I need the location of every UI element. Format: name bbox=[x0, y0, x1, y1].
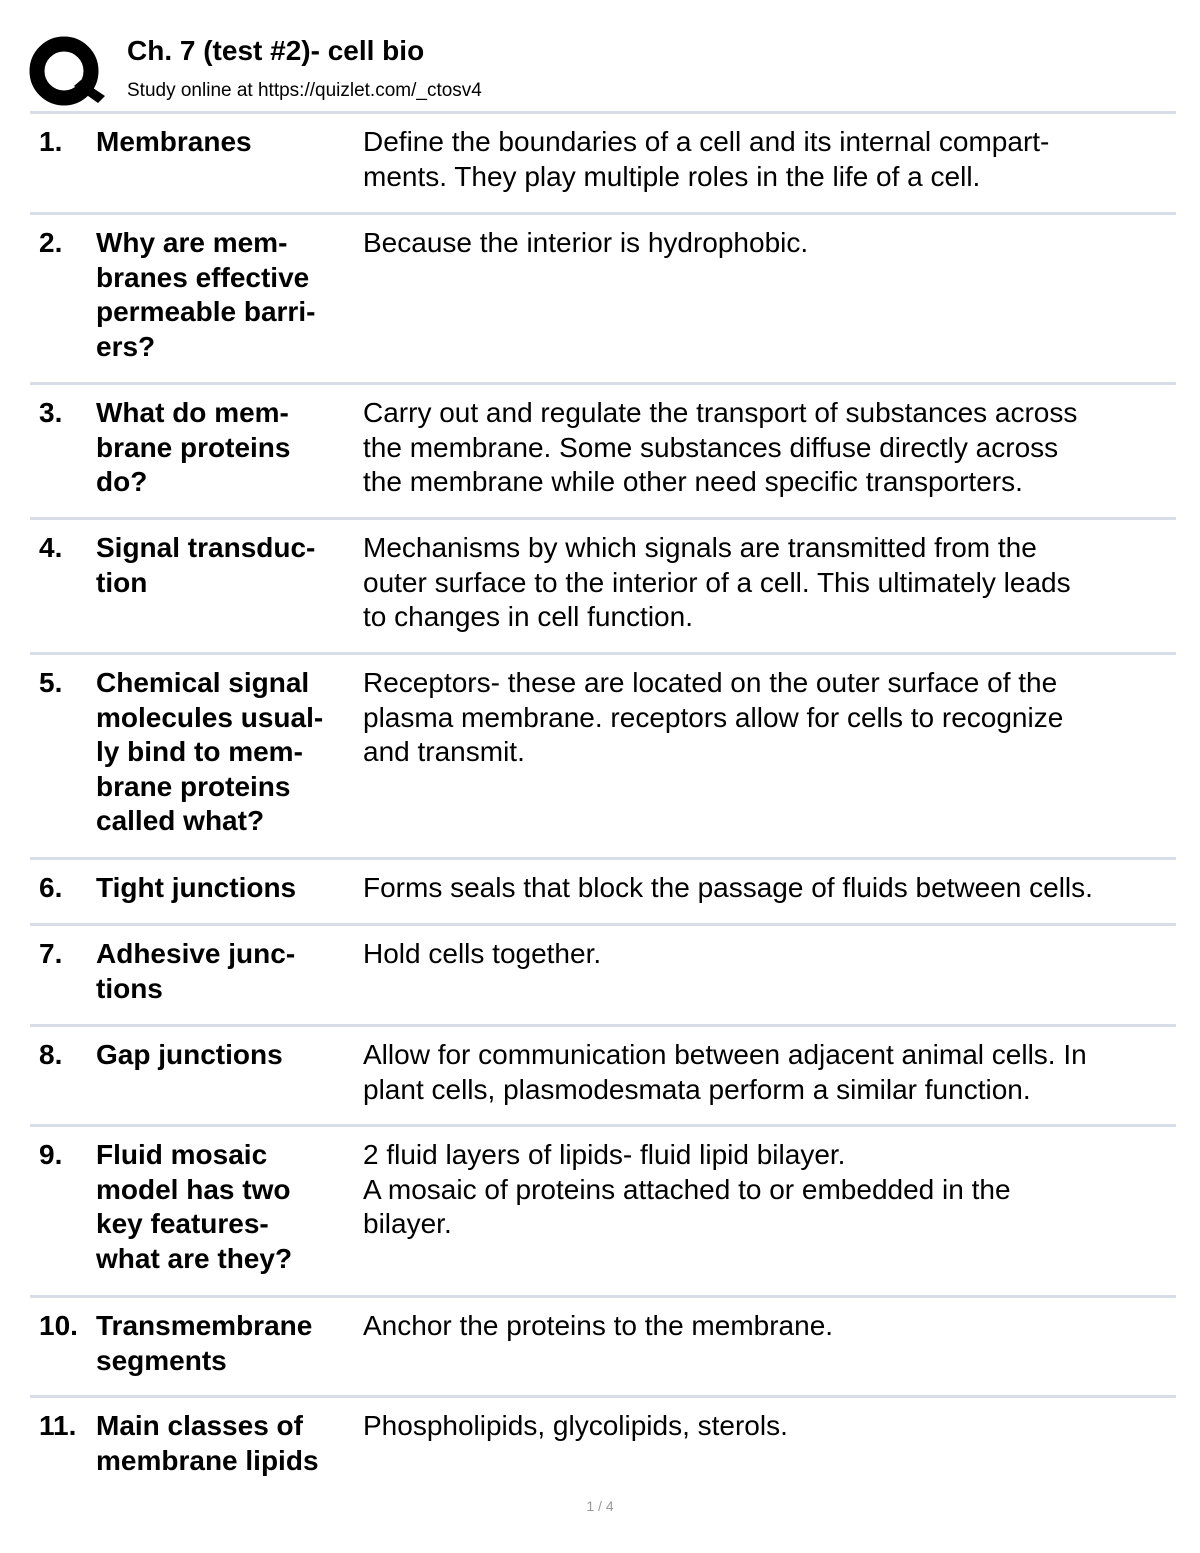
flashcard-row bbox=[30, 1127, 1176, 1298]
page-title: Ch. 7 (test #2)- cell bio bbox=[127, 35, 425, 66]
card-term: What do mem- brane proteins do? bbox=[96, 397, 291, 497]
card-definition: Allow for communication between adjacent animal cells. In plant cells, plasmodesmata perform a similar function. bbox=[363, 1039, 1087, 1105]
card-definition: Anchor the proteins to the membrane. bbox=[363, 1310, 834, 1341]
card-definition: Hold cells together. bbox=[363, 938, 602, 969]
card-number: 11. bbox=[39, 1410, 77, 1441]
card-term: Fluid mosaic model has two key features- what are they? bbox=[96, 1139, 293, 1274]
flashcard-row bbox=[30, 655, 1176, 860]
card-number: 7. bbox=[39, 938, 63, 969]
flashcard-row bbox=[30, 1298, 1176, 1398]
card-term: Tight junctions bbox=[96, 872, 297, 903]
flashcard-row bbox=[30, 520, 1176, 655]
card-term: Why are mem- branes effective permeable barri- ers? bbox=[96, 227, 316, 362]
quizlet-logo-icon bbox=[28, 36, 108, 106]
card-number: 9. bbox=[39, 1139, 63, 1170]
flashcard-row bbox=[30, 860, 1176, 926]
card-definition: Receptors- these are located on the outer surface of the plasma membrane. receptors allow for cells to recognize and transmit. bbox=[363, 667, 1064, 767]
card-definition: Phospholipids, glycolipids, sterols. bbox=[363, 1410, 788, 1441]
card-number: 5. bbox=[39, 667, 63, 698]
card-number: 1. bbox=[39, 126, 63, 157]
card-term: Main classes of membrane lipids bbox=[96, 1410, 319, 1476]
flashcard-row bbox=[30, 114, 1176, 215]
flashcard-row bbox=[30, 1398, 1176, 1498]
card-number: 4. bbox=[39, 532, 63, 563]
flashcard-row bbox=[30, 926, 1176, 1027]
study-link[interactable]: Study online at https://quizlet.com/_ctosv4 bbox=[127, 80, 482, 101]
card-term: Gap junctions bbox=[96, 1039, 283, 1070]
card-number: 10. bbox=[39, 1310, 78, 1341]
card-definition: 2 fluid layers of lipids- fluid lipid bilayer. A mosaic of proteins attached to or embedded in the bilayer. bbox=[363, 1139, 1011, 1239]
card-definition: Mechanisms by which signals are transmitted from the outer surface to the interior of a cell. This ultimately leads to changes in cell function. bbox=[363, 532, 1071, 632]
card-definition: Define the boundaries of a cell and its internal compart- ments. They play multiple roles in the life of a cell. bbox=[363, 126, 1050, 192]
card-number: 3. bbox=[39, 397, 63, 428]
card-term: Chemical signal molecules usual- ly bind to mem- brane proteins called what? bbox=[96, 667, 324, 836]
card-number: 6. bbox=[39, 872, 63, 903]
card-definition: Because the interior is hydrophobic. bbox=[363, 227, 809, 258]
flashcard-row bbox=[30, 1027, 1176, 1127]
flashcard-row bbox=[30, 385, 1176, 520]
flashcard-row bbox=[30, 215, 1176, 385]
page-number: 1 / 4 bbox=[586, 1498, 614, 1514]
card-term: Membranes bbox=[96, 126, 252, 157]
flashcard-list bbox=[30, 114, 1176, 1498]
card-number: 2. bbox=[39, 227, 63, 258]
card-definition: Forms seals that block the passage of fluids between cells. bbox=[363, 872, 1093, 903]
card-term: Signal transduc- tion bbox=[96, 532, 316, 598]
card-term: Adhesive junc- tions bbox=[96, 938, 296, 1004]
card-number: 8. bbox=[39, 1039, 63, 1070]
card-term: Transmembrane segments bbox=[96, 1310, 313, 1376]
card-definition: Carry out and regulate the transport of substances across the membrane. Some substances diffuse directly across the membrane while other need specific transporters. bbox=[363, 397, 1078, 497]
